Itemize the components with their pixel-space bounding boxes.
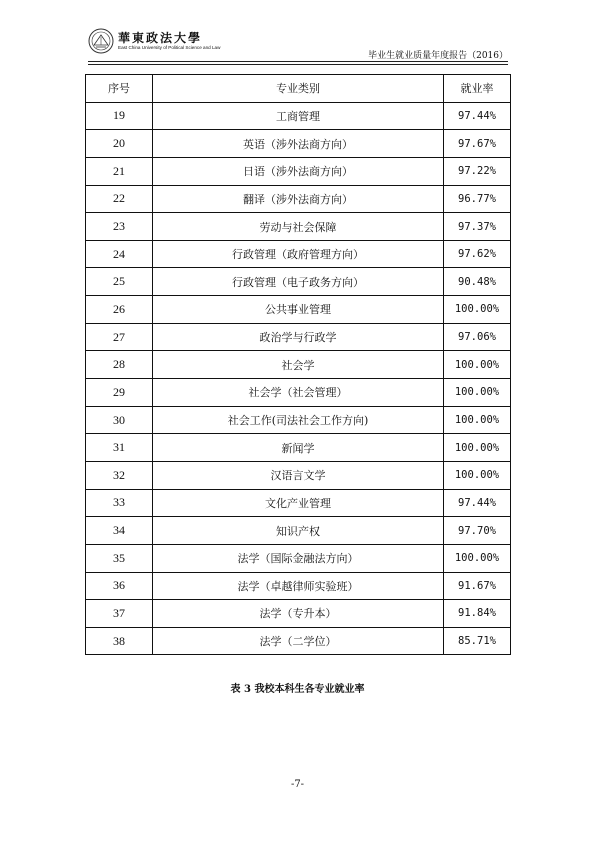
cell-major: 行政管理（政府管理方向） (153, 240, 444, 268)
header-divider-thin (88, 64, 508, 65)
table-row (86, 102, 511, 130)
table-row (86, 600, 511, 628)
cell-rate: 100.00% (444, 379, 511, 407)
table-row (86, 351, 511, 379)
column-header-no: 序号 (86, 75, 153, 103)
cell-major: 法学（国际金融法方向） (153, 544, 444, 572)
cell-no: 19 (86, 102, 153, 130)
table-row (86, 185, 511, 213)
table-row (86, 517, 511, 545)
page-header (88, 24, 508, 60)
table-body (86, 102, 511, 655)
cell-rate: 97.37% (444, 213, 511, 241)
cell-major: 英语（涉外法商方向） (153, 130, 444, 158)
table-row (86, 544, 511, 572)
cell-rate: 100.00% (444, 351, 511, 379)
cell-major: 政治学与行政学 (153, 323, 444, 351)
cell-no: 35 (86, 544, 153, 572)
cell-rate: 100.00% (444, 434, 511, 462)
cell-no: 33 (86, 489, 153, 517)
employment-rate-table (85, 74, 511, 655)
table-header-row (86, 75, 511, 103)
table-row (86, 157, 511, 185)
table-row (86, 130, 511, 158)
cell-no: 29 (86, 379, 153, 407)
school-name-cn: 華東政法大學 (118, 31, 203, 45)
table-row (86, 240, 511, 268)
cell-major: 法学（卓越律师实验班） (153, 572, 444, 600)
table-row (86, 323, 511, 351)
cell-rate: 97.22% (444, 157, 511, 185)
cell-rate: 97.06% (444, 323, 511, 351)
cell-no: 30 (86, 406, 153, 434)
cell-major: 知识产权 (153, 517, 444, 545)
cell-no: 34 (86, 517, 153, 545)
cell-major: 社会学（社会管理） (153, 379, 444, 407)
table-row (86, 461, 511, 489)
cell-rate: 100.00% (444, 461, 511, 489)
cell-no: 27 (86, 323, 153, 351)
cell-no: 32 (86, 461, 153, 489)
table-row (86, 379, 511, 407)
cell-major: 日语（涉外法商方向） (153, 157, 444, 185)
cell-rate: 97.70% (444, 517, 511, 545)
cell-rate: 97.67% (444, 130, 511, 158)
cell-rate: 97.44% (444, 489, 511, 517)
cell-major: 法学（二学位） (153, 627, 444, 655)
cell-major: 文化产业管理 (153, 489, 444, 517)
page-number: -7- (290, 779, 305, 790)
cell-no: 26 (86, 296, 153, 324)
cell-rate: 97.62% (444, 240, 511, 268)
column-header-major: 专业类别 (153, 75, 444, 103)
cell-major: 社会学 (153, 351, 444, 379)
cell-no: 22 (86, 185, 153, 213)
cell-no: 38 (86, 627, 153, 655)
cell-no: 23 (86, 213, 153, 241)
cell-rate: 90.48% (444, 268, 511, 296)
cell-major: 新闻学 (153, 434, 444, 462)
cell-rate: 91.67% (444, 572, 511, 600)
cell-rate: 97.44% (444, 102, 511, 130)
cell-no: 37 (86, 600, 153, 628)
cell-no: 21 (86, 157, 153, 185)
cell-no: 20 (86, 130, 153, 158)
university-emblem-icon (88, 28, 114, 54)
cell-major: 社会工作(司法社会工作方向) (153, 406, 444, 434)
report-title: 毕业生就业质量年度报告（2016） (368, 51, 508, 61)
cell-no: 31 (86, 434, 153, 462)
table-row (86, 489, 511, 517)
cell-no: 36 (86, 572, 153, 600)
table-row (86, 268, 511, 296)
table-caption: 表 3 我校本科生各专业就业率 (230, 684, 365, 695)
table-row (86, 627, 511, 655)
cell-rate: 100.00% (444, 296, 511, 324)
cell-major: 法学（专升本） (153, 600, 444, 628)
cell-rate: 100.00% (444, 544, 511, 572)
cell-major: 劳动与社会保障 (153, 213, 444, 241)
table-row (86, 572, 511, 600)
school-name-en: East China University of Political Science and Law (118, 45, 221, 50)
cell-no: 28 (86, 351, 153, 379)
cell-major: 翻译（涉外法商方向） (153, 185, 444, 213)
table-row (86, 213, 511, 241)
cell-no: 24 (86, 240, 153, 268)
table-row (86, 296, 511, 324)
cell-rate: 91.84% (444, 600, 511, 628)
cell-major: 行政管理（电子政务方向） (153, 268, 444, 296)
table-row (86, 434, 511, 462)
cell-major: 公共事业管理 (153, 296, 444, 324)
cell-major: 汉语言文学 (153, 461, 444, 489)
cell-rate: 96.77% (444, 185, 511, 213)
table-row (86, 406, 511, 434)
column-header-rate: 就业率 (444, 75, 511, 103)
cell-no: 25 (86, 268, 153, 296)
cell-rate: 85.71% (444, 627, 511, 655)
header-divider (88, 61, 508, 62)
cell-rate: 100.00% (444, 406, 511, 434)
cell-major: 工商管理 (153, 102, 444, 130)
